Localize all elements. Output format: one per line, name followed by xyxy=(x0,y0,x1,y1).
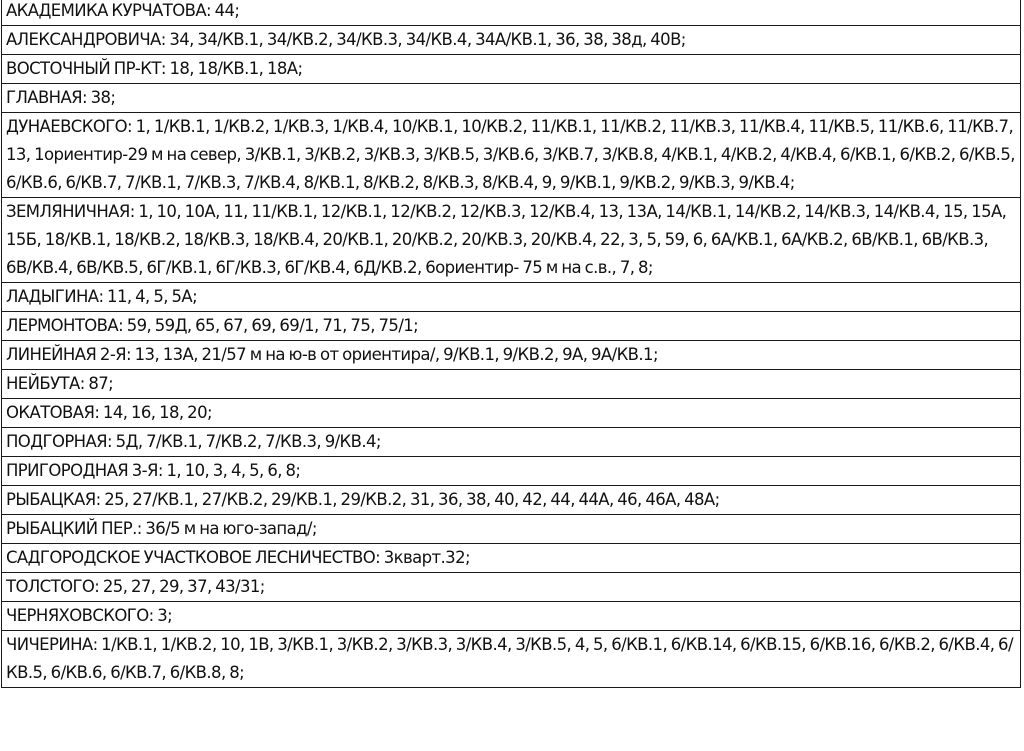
table-row xyxy=(2,486,1021,515)
street-row-lermontova: ЛЕРМОНТОВА: 59, 59Д, 65, 67, 69, 69/1, 71, 75, 75/1; xyxy=(2,312,1021,341)
table-row xyxy=(2,631,1021,688)
table-row xyxy=(2,283,1021,312)
street-row-aleksandrovicha: АЛЕКСАНДРОВИЧА: 34, 34/КВ.1, 34/КВ.2, 34/КВ.3, 34/КВ.4, 34А/КВ.1, 36, 38, 38д, 40В; xyxy=(2,26,1021,55)
street-row-okatovaya: ОКАТОВАЯ: 14, 16, 18, 20; xyxy=(2,399,1021,428)
street-row-sadgorodskoe: САДГОРОДСКОЕ УЧАСТКОВОЕ ЛЕСНИЧЕСТВО: 3кварт.32; xyxy=(2,544,1021,573)
address-table xyxy=(1,0,1021,688)
street-row-neybuta: НЕЙБУТА: 87; xyxy=(2,370,1021,399)
table-row xyxy=(2,544,1021,573)
table-row xyxy=(2,113,1021,198)
street-row-vostochny: ВОСТОЧНЫЙ ПР-КТ: 18, 18/КВ.1, 18А; xyxy=(2,55,1021,84)
table-row xyxy=(2,55,1021,84)
table-row xyxy=(2,399,1021,428)
table-row xyxy=(2,84,1021,113)
street-row-kurchatova: АКАДЕМИКА КУРЧАТОВА: 44; xyxy=(2,0,1021,26)
street-row-podgornaya: ПОДГОРНАЯ: 5Д, 7/КВ.1, 7/КВ.2, 7/КВ.3, 9/КВ.4; xyxy=(2,428,1021,457)
street-row-zemlyanichnaya: ЗЕМЛЯНИЧНАЯ: 1, 10, 10А, 11, 11/КВ.1, 12/КВ.1, 12/КВ.2, 12/КВ.3, 12/КВ.4, 13, 13А, 14/КВ.1, 14/КВ.2, 14/КВ.3, 14/КВ.4, 15, 15А, 15Б, 18/КВ.1, 18/КВ.2, 18/КВ.3, 18/КВ.4, 20/КВ.1, 20/КВ.2, 20/КВ.3, 20/КВ.4, 22, 3, 5, 59, 6, 6А/КВ.1, 6А/КВ.2, 6В/КВ.1, 6В/КВ.3, 6В/КВ.4, 6В/КВ.5, 6Г/КВ.1, 6Г/КВ.3, 6Г/КВ.4, 6Д/КВ.2, 6ориентир- 75 м на с.в., 7, 8; xyxy=(2,198,1021,283)
street-row-chicherina: ЧИЧЕРИНА: 1/КВ.1, 1/КВ.2, 10, 1В, 3/КВ.1, 3/КВ.2, 3/КВ.3, 3/КВ.4, 3/КВ.5, 4, 5, 6/КВ.1, 6/КВ.14, 6/КВ.15, 6/КВ.16, 6/КВ.2, 6/КВ.4, 6/КВ.5, 6/КВ.6, 6/КВ.7, 6/КВ.8, 8; xyxy=(2,631,1021,688)
street-row-chernyakhovskogo: ЧЕРНЯХОВСКОГО: 3; xyxy=(2,602,1021,631)
table-row xyxy=(2,341,1021,370)
street-row-prigorodnaya: ПРИГОРОДНАЯ 3-Я: 1, 10, 3, 4, 5, 6, 8; xyxy=(2,457,1021,486)
table-row xyxy=(2,428,1021,457)
table-row xyxy=(2,457,1021,486)
table-row xyxy=(2,312,1021,341)
table-row xyxy=(2,602,1021,631)
street-row-ladygina: ЛАДЫГИНА: 11, 4, 5, 5А; xyxy=(2,283,1021,312)
table-row xyxy=(2,370,1021,399)
street-row-dunaevskogo: ДУНАЕВСКОГО: 1, 1/КВ.1, 1/КВ.2, 1/КВ.3, 1/КВ.4, 10/КВ.1, 10/КВ.2, 11/КВ.1, 11/КВ.2, 11/КВ.3, 11/КВ.4, 11/КВ.5, 11/КВ.6, 11/КВ.7, 13, 1ориентир-29 м на север, 3/КВ.1, 3/КВ.2, 3/КВ.3, 3/КВ.5, 3/КВ.6, 3/КВ.7, 3/КВ.8, 4/КВ.1, 4/КВ.2, 4/КВ.4, 6/КВ.1, 6/КВ.2, 6/КВ.5, 6/КВ.6, 6/КВ.7, 7/КВ.1, 7/КВ.3, 7/КВ.4, 8/КВ.1, 8/КВ.2, 8/КВ.3, 8/КВ.4, 9, 9/КВ.1, 9/КВ.2, 9/КВ.3, 9/КВ.4; xyxy=(2,113,1021,198)
street-row-lineynaya: ЛИНЕЙНАЯ 2-Я: 13, 13А, 21/57 м на ю-в от ориентира/, 9/КВ.1, 9/КВ.2, 9А, 9А/КВ.1; xyxy=(2,341,1021,370)
table-row xyxy=(2,26,1021,55)
street-row-tolstogo: ТОЛСТОГО: 25, 27, 29, 37, 43/31; xyxy=(2,573,1021,602)
table-row xyxy=(2,0,1021,26)
table-row xyxy=(2,198,1021,283)
street-row-glavnaya: ГЛАВНАЯ: 38; xyxy=(2,84,1021,113)
street-row-rybatskaya: РЫБАЦКАЯ: 25, 27/КВ.1, 27/КВ.2, 29/КВ.1, 29/КВ.2, 31, 36, 38, 40, 42, 44, 44А, 46, 46А, 48А; xyxy=(2,486,1021,515)
street-row-rybatsky-per: РЫБАЦКИЙ ПЕР.: 36/5 м на юго-запад/; xyxy=(2,515,1021,544)
table-row xyxy=(2,573,1021,602)
table-row xyxy=(2,515,1021,544)
